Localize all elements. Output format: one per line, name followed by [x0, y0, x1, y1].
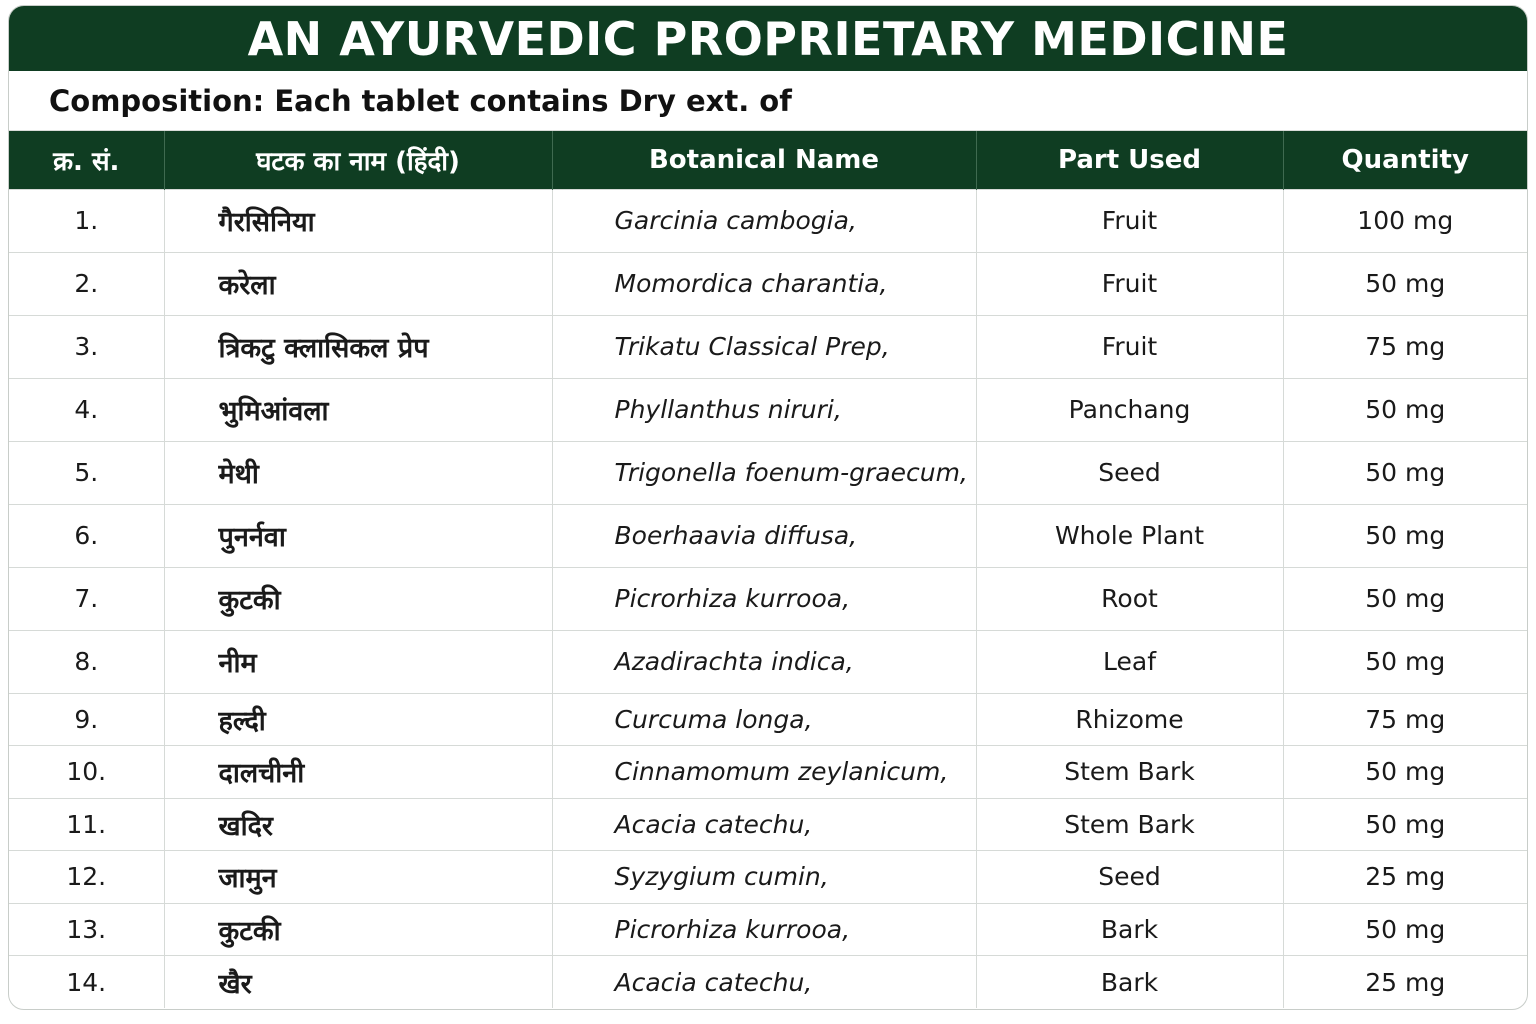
- botanical-name-cell: Picrorhiza kurrooa,: [552, 567, 976, 630]
- part-used-cell: Fruit: [976, 315, 1283, 378]
- row-number: 7.: [9, 567, 164, 630]
- row-number: 3.: [9, 315, 164, 378]
- botanical-name-cell: Azadirachta indica,: [552, 630, 976, 693]
- quantity-cell: 50 mg: [1283, 746, 1527, 799]
- header-quantity: Quantity: [1283, 131, 1527, 189]
- hindi-name-cell: खैर: [164, 956, 552, 1009]
- hindi-name-cell: दालचीनी: [164, 746, 552, 799]
- row-number: 4.: [9, 378, 164, 441]
- row-number: 5.: [9, 441, 164, 504]
- part-used-cell: Bark: [976, 956, 1283, 1009]
- hindi-name-cell: नीम: [164, 630, 552, 693]
- row-number: 13.: [9, 903, 164, 956]
- table-row: [9, 189, 1527, 252]
- quantity-cell: 100 mg: [1283, 189, 1527, 252]
- quantity-cell: 50 mg: [1283, 567, 1527, 630]
- page-title: AN AYURVEDIC PROPRIETARY MEDICINE: [9, 6, 1527, 71]
- row-number: 6.: [9, 504, 164, 567]
- botanical-name-cell: Cinnamomum zeylanicum,: [552, 746, 976, 799]
- part-used-cell: Panchang: [976, 378, 1283, 441]
- hindi-name-cell: खदिर: [164, 798, 552, 851]
- quantity-cell: 25 mg: [1283, 956, 1527, 1009]
- hindi-name-cell: भुमिआंवला: [164, 378, 552, 441]
- part-used-cell: Whole Plant: [976, 504, 1283, 567]
- part-used-cell: Fruit: [976, 189, 1283, 252]
- table-row: [9, 798, 1527, 851]
- part-used-cell: Seed: [976, 441, 1283, 504]
- table-row: [9, 252, 1527, 315]
- hindi-name-cell: करेला: [164, 252, 552, 315]
- table-row: [9, 378, 1527, 441]
- quantity-cell: 50 mg: [1283, 903, 1527, 956]
- table-row: [9, 441, 1527, 504]
- botanical-name-cell: Acacia catechu,: [552, 956, 976, 1009]
- quantity-cell: 25 mg: [1283, 851, 1527, 904]
- hindi-name-cell: कुटकी: [164, 903, 552, 956]
- quantity-cell: 50 mg: [1283, 798, 1527, 851]
- header-hindi-name: घटक का नाम (हिंदी): [164, 131, 552, 189]
- table-row: [9, 903, 1527, 956]
- botanical-name-cell: Curcuma longa,: [552, 693, 976, 746]
- row-number: 1.: [9, 189, 164, 252]
- part-used-cell: Seed: [976, 851, 1283, 904]
- table-row: [9, 504, 1527, 567]
- part-used-cell: Stem Bark: [976, 746, 1283, 799]
- quantity-cell: 50 mg: [1283, 441, 1527, 504]
- composition-table: [9, 131, 1527, 1008]
- part-used-cell: Bark: [976, 903, 1283, 956]
- part-used-cell: Stem Bark: [976, 798, 1283, 851]
- hindi-name-cell: पुनर्नवा: [164, 504, 552, 567]
- hindi-name-cell: त्रिकटु क्लासिकल प्रेप: [164, 315, 552, 378]
- quantity-cell: 75 mg: [1283, 693, 1527, 746]
- part-used-cell: Rhizome: [976, 693, 1283, 746]
- row-number: 14.: [9, 956, 164, 1009]
- quantity-cell: 75 mg: [1283, 315, 1527, 378]
- botanical-name-cell: Acacia catechu,: [552, 798, 976, 851]
- row-number: 12.: [9, 851, 164, 904]
- botanical-name-cell: Phyllanthus niruri,: [552, 378, 976, 441]
- header-part-used: Part Used: [976, 131, 1283, 189]
- quantity-cell: 50 mg: [1283, 630, 1527, 693]
- hindi-name-cell: गैरसिनिया: [164, 189, 552, 252]
- row-number: 8.: [9, 630, 164, 693]
- quantity-cell: 50 mg: [1283, 504, 1527, 567]
- table-row: [9, 956, 1527, 1009]
- botanical-name-cell: Trikatu Classical Prep,: [552, 315, 976, 378]
- botanical-name-cell: Boerhaavia diffusa,: [552, 504, 976, 567]
- table-row: [9, 851, 1527, 904]
- botanical-name-cell: Trigonella foenum-graecum,: [552, 441, 976, 504]
- table-row: [9, 630, 1527, 693]
- row-number: 11.: [9, 798, 164, 851]
- row-number: 10.: [9, 746, 164, 799]
- table-header-row: [9, 131, 1527, 189]
- composition-subtitle: Composition: Each tablet contains Dry ext. of: [9, 71, 1527, 131]
- table-row: [9, 567, 1527, 630]
- part-used-cell: Root: [976, 567, 1283, 630]
- hindi-name-cell: कुटकी: [164, 567, 552, 630]
- botanical-name-cell: Garcinia cambogia,: [552, 189, 976, 252]
- composition-card: [8, 5, 1528, 1010]
- table-row: [9, 315, 1527, 378]
- botanical-name-cell: Picrorhiza kurrooa,: [552, 903, 976, 956]
- botanical-name-cell: Syzygium cumin,: [552, 851, 976, 904]
- botanical-name-cell: Momordica charantia,: [552, 252, 976, 315]
- hindi-name-cell: हल्दी: [164, 693, 552, 746]
- row-number: 9.: [9, 693, 164, 746]
- table-body: [9, 189, 1527, 1008]
- part-used-cell: Leaf: [976, 630, 1283, 693]
- row-number: 2.: [9, 252, 164, 315]
- part-used-cell: Fruit: [976, 252, 1283, 315]
- header-botanical-name: Botanical Name: [552, 131, 976, 189]
- table-row: [9, 693, 1527, 746]
- header-sno: क्र. सं.: [53, 146, 120, 177]
- table-row: [9, 746, 1527, 799]
- quantity-cell: 50 mg: [1283, 252, 1527, 315]
- quantity-cell: 50 mg: [1283, 378, 1527, 441]
- hindi-name-cell: मेथी: [164, 441, 552, 504]
- hindi-name-cell: जामुन: [164, 851, 552, 904]
